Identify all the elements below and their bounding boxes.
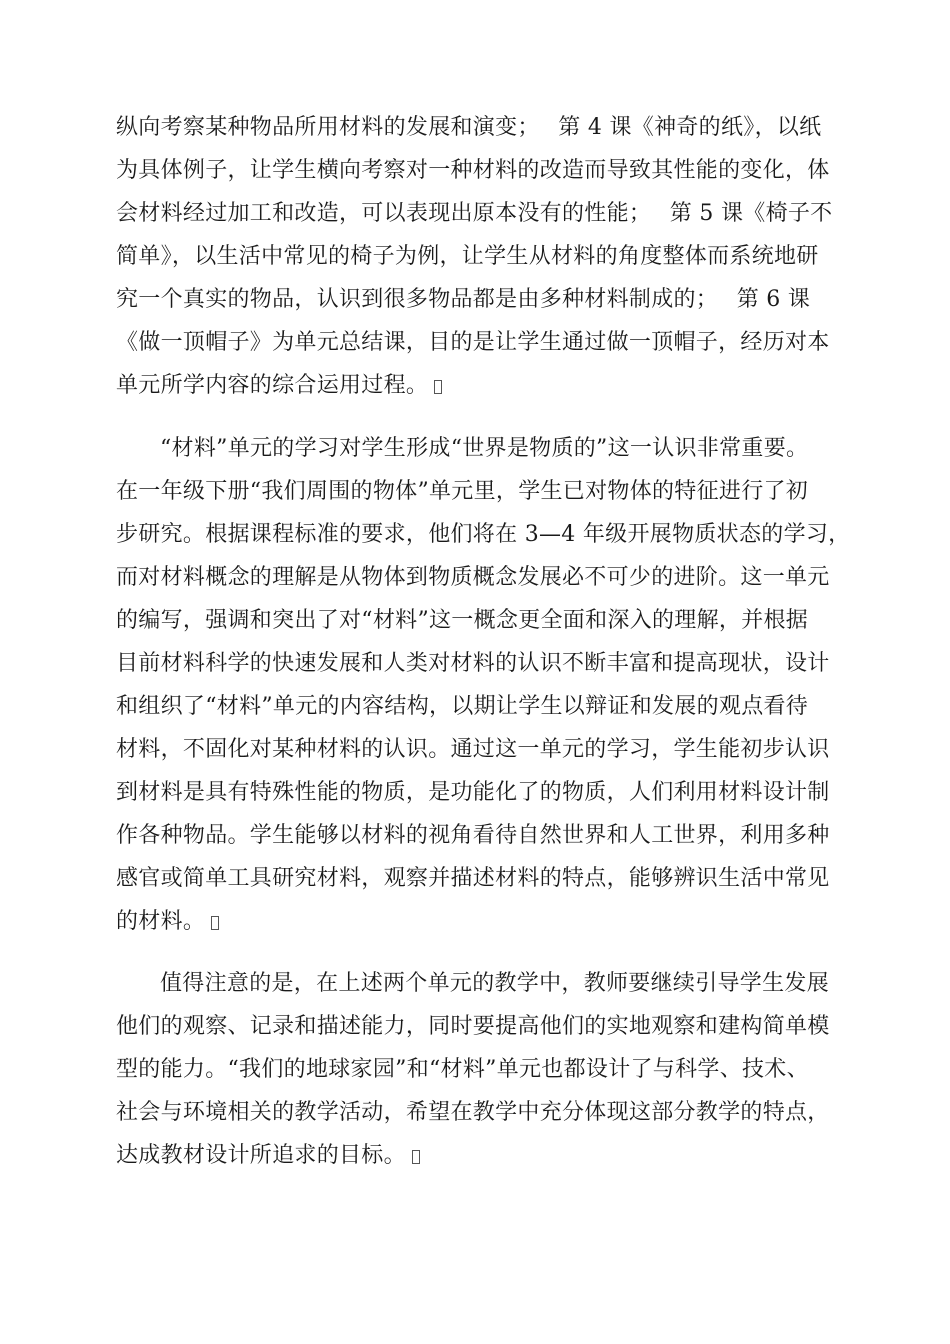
- text-line-last: [116, 900, 856, 943]
- text-line: 简单》，以生活中常见的椅子为例，让学生从材料的角度整体而系统地研: [116, 244, 819, 269]
- text-line: 纵向考察某种物品所用材料的发展和演变； 第 4 课《神奇的纸》，以纸: [116, 115, 822, 140]
- text-line: 《做一顶帽子》为单元总结课，目的是让学生通过做一顶帽子，经历对本: [116, 330, 830, 355]
- text-line: 究一个真实的物品，认识到很多物品都是由多种材料制成的； 第 6 课: [116, 287, 811, 312]
- paragraph-materials-unit: [116, 427, 856, 943]
- text-line: “材料”单元的学习对学生形成“世界是物质的”这一认识非常重要。: [160, 436, 809, 461]
- text-line-content: 达成教材设计所追求的目标。: [116, 1143, 406, 1168]
- text-line: 而对材料概念的理解是从物体到物质概念发展必不可少的进阶。这一单元: [116, 565, 830, 590]
- text-line: 为具体例子，让学生横向考察对一种材料的改造而导致其性能的变化，体: [116, 158, 830, 183]
- text-line: 材料，不固化对某种材料的认识。通过这一单元的学习，学生能初步认识: [116, 737, 830, 762]
- text-line: 他们的观察、记录和描述能力，同时要提高他们的实地观察和建构简单模: [116, 1014, 830, 1039]
- paragraph-lessons: [116, 106, 856, 407]
- paragraph-mark-icon: [211, 916, 219, 930]
- text-line-content: 单元所学内容的综合运用过程。: [116, 373, 429, 398]
- text-line: 和组织了“材料”单元的内容结构，以期让学生以辩证和发展的观点看待: [116, 694, 809, 719]
- text-line: 型的能力。“我们的地球家园”和“材料”单元也都设计了与科学、技术、: [116, 1057, 809, 1082]
- paragraph-mark-icon: [434, 380, 442, 394]
- text-line: 步研究。根据课程标准的要求，他们将在 3—4 年级开展物质状态的学习，: [116, 522, 851, 547]
- paragraph-mark-icon: [412, 1150, 420, 1164]
- text-line: 感官或简单工具研究材料，观察并描述材料的特点，能够辨识生活中常见: [116, 866, 830, 891]
- text-line: 社会与环境相关的教学活动，希望在教学中充分体现这部分教学的特点，: [116, 1100, 830, 1125]
- paragraph-teaching-note: [116, 962, 856, 1177]
- text-line-content: 的材料。: [116, 909, 206, 934]
- text-line: 的编写，强调和突出了对“材料”这一概念更全面和深入的理解，并根据: [116, 608, 809, 633]
- text-line: 在一年级下册“我们周围的物体”单元里，学生已对物体的特征进行了初: [116, 479, 809, 504]
- text-line: 目前材料科学的快速发展和人类对材料的认识不断丰富和提高现状，设计: [116, 651, 830, 676]
- text-line-last: [116, 364, 856, 407]
- text-line: 会材料经过加工和改造，可以表现出原本没有的性能； 第 5 课《椅子不: [116, 201, 833, 226]
- text-line: 到材料是具有特殊性能的物质，是功能化了的物质，人们利用材料设计制: [116, 780, 830, 805]
- text-line-last: [116, 1134, 856, 1177]
- text-line: 作各种物品。学生能够以材料的视角看待自然世界和人工世界，利用多种: [116, 823, 830, 848]
- text-line: 值得注意的是，在上述两个单元的教学中，教师要继续引导学生发展: [160, 971, 830, 996]
